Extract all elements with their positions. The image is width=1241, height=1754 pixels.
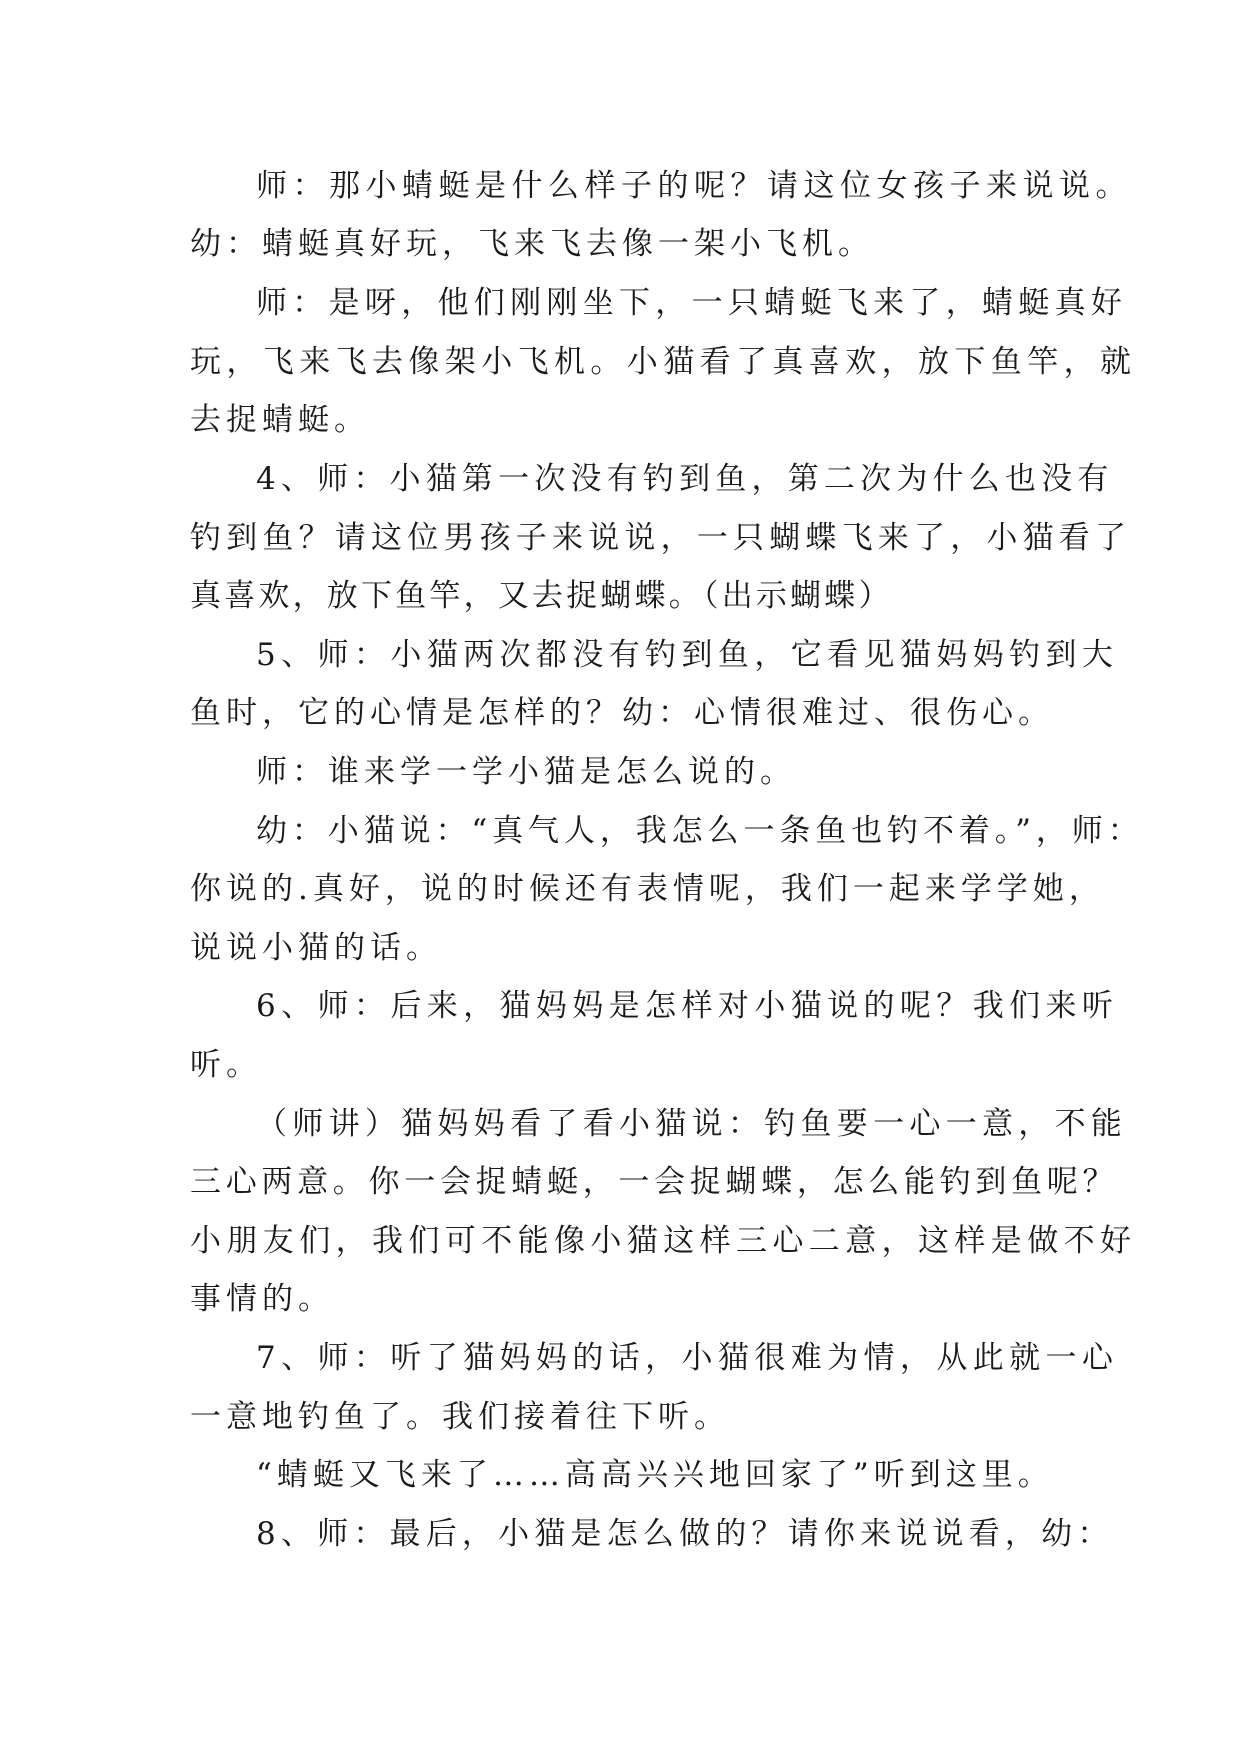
text-line: 钓到鱼？请这位男孩子来说说，一只蝴蝶飞来了，小猫看了 xyxy=(190,520,1132,556)
text-line: 8、师：最后，小猫是怎么做的？请你来说说看，幼： xyxy=(256,1516,1114,1552)
text-line: 去捉蜻蜓。 xyxy=(190,402,370,438)
text-line: 你说的.真好，说的时候还有表情呢，我们一起来学学她， xyxy=(190,871,1105,907)
text-line: 一意地钓鱼了。我们接着往下听。 xyxy=(190,1399,730,1435)
text-line: 事情的。 xyxy=(190,1281,334,1317)
text-line: 5、师：小猫两次都没有钓到鱼，它看见猫妈妈钓到大 xyxy=(256,637,1119,673)
text-line: （师讲）猫妈妈看了看小猫说：钓鱼要一心一意，不能 xyxy=(256,1106,1128,1142)
text-line: 幼：小猫说：“真气人，我怎么一条鱼也钓不着。”，师： xyxy=(256,813,1144,849)
text-line: 说说小猫的话。 xyxy=(190,930,442,966)
text-line: 鱼时，它的心情是怎样的？幼：心情很难过、很伤心。 xyxy=(190,695,1054,731)
text-line: 6、师：后来，猫妈妈是怎样对小猫说的呢？我们来听 xyxy=(256,988,1119,1024)
text-line: 小朋友们，我们可不能像小猫这样三心二意，这样是做不好 xyxy=(190,1223,1137,1259)
text-line: 师：是呀，他们刚刚坐下，一只蜻蜓飞来了，蜻蜓真好 xyxy=(256,285,1128,321)
text-line: 师：那小蜻蜓是什么样子的呢？请这位女孩子来说说。 xyxy=(256,168,1132,204)
text-line: 听。 xyxy=(190,1047,262,1083)
text-line: 三心两意。你一会捉蜻蜓，一会捉蝴蝶，怎么能钓到鱼呢？ xyxy=(190,1164,1119,1200)
text-line: 7、师：听了猫妈妈的话，小猫很难为情，从此就一心 xyxy=(256,1340,1119,1376)
text-line: 幼：蜻蜓真好玩，飞来飞去像一架小飞机。 xyxy=(190,226,874,262)
text-line: 4、师：小猫第一次没有钓到鱼，第二次为什么也没有 xyxy=(256,461,1114,497)
text-line: 真喜欢，放下鱼竿，又去捉蝴蝶。（出示蝴蝶） xyxy=(190,578,893,614)
text-line: “蜻蜓又飞来了……高高兴兴地回家了”听到这里。 xyxy=(256,1457,1054,1493)
text-line: 师：谁来学一学小猫是怎么说的。 xyxy=(256,754,796,790)
text-line: 玩，飞来飞去像架小飞机。小猫看了真喜欢，放下鱼竿，就 xyxy=(190,344,1137,380)
